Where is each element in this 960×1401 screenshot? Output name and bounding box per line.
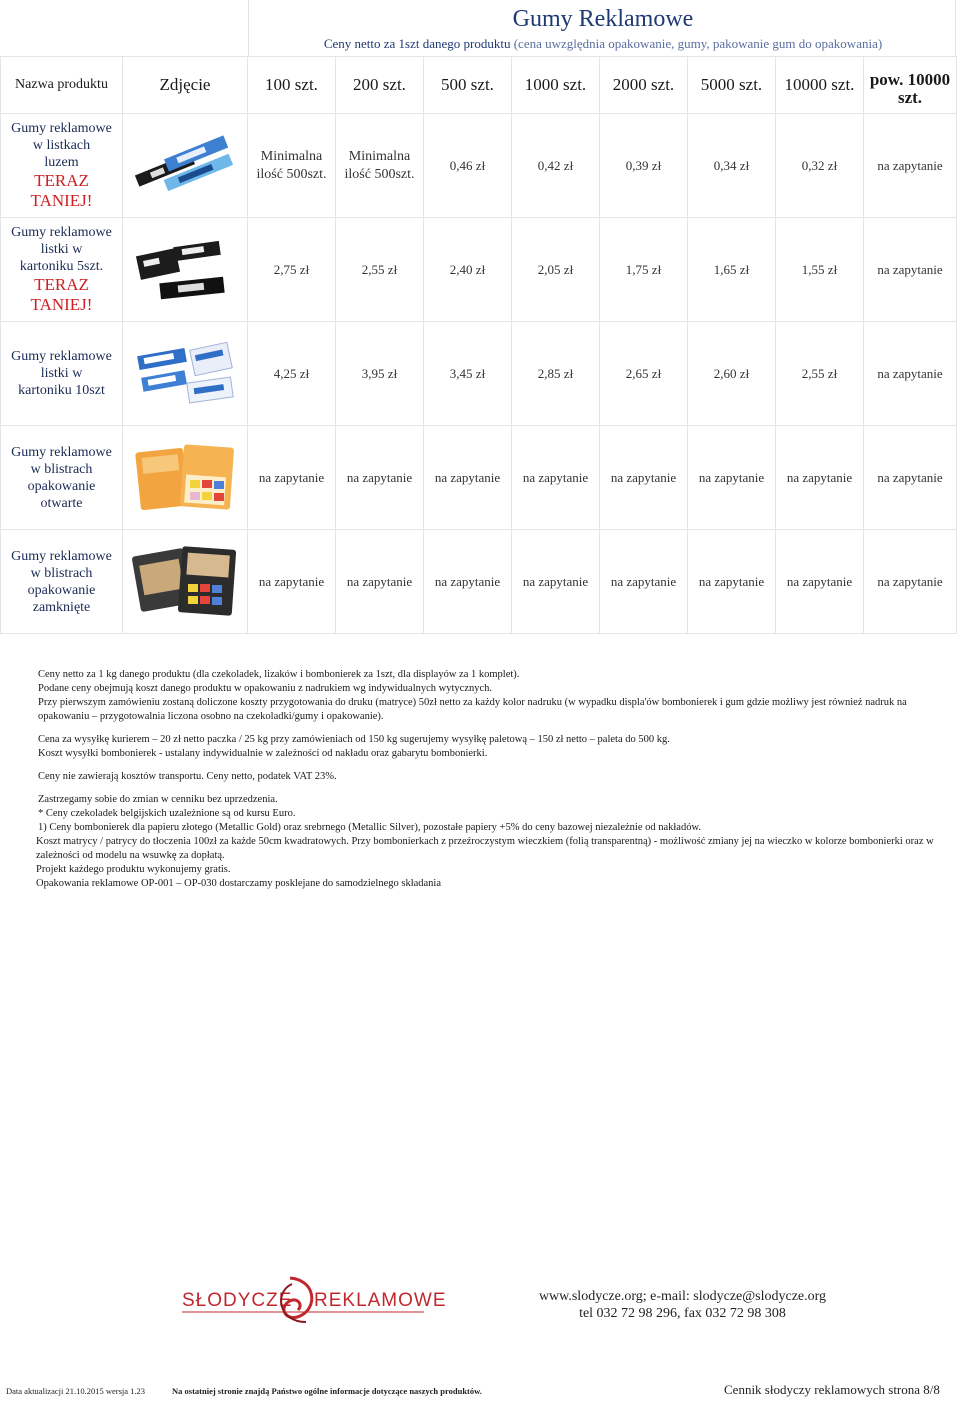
footer-note: Na ostatniej stronie znajdą Państwo ogólne informacje dotyczące naszych produktów. bbox=[172, 1386, 482, 1396]
product-name-line: Gumy reklamowe bbox=[11, 225, 112, 240]
contact-info bbox=[520, 1288, 845, 1322]
product-photo-cell bbox=[123, 114, 248, 218]
note-line: * Ceny czekoladek belgijskich uzależnione są od kursu Euro. bbox=[38, 808, 296, 819]
product-name bbox=[1, 530, 123, 634]
price-cell: na zapytanie bbox=[336, 530, 424, 634]
gum-strips-photo bbox=[130, 126, 240, 206]
price-cell: 2,85 zł bbox=[512, 322, 600, 426]
product-photo-cell bbox=[123, 530, 248, 634]
promo-label: TERAZ bbox=[34, 171, 89, 190]
price-table bbox=[0, 56, 957, 634]
price-cell: 4,25 zł bbox=[248, 322, 336, 426]
price-cell: na zapytanie bbox=[776, 530, 864, 634]
price-cell: 2,65 zł bbox=[600, 322, 688, 426]
product-name-line: Gumy reklamowe bbox=[11, 349, 112, 364]
note-line: Ceny nie zawierają kosztów transportu. Ceny netto, podatek VAT 23%. bbox=[38, 771, 337, 782]
price-cell: 3,95 zł bbox=[336, 322, 424, 426]
product-name bbox=[1, 426, 123, 530]
note-line: Cena za wysyłkę kurierem – 20 zł netto paczka / 25 kg przy zamówieniach od 150 kg sugerujemy wysyłkę paletową – 150 zł netto – paleta do 500 kg. bbox=[38, 734, 670, 745]
price-cell: na zapytanie bbox=[864, 530, 957, 634]
price-cell: 0,32 zł bbox=[776, 114, 864, 218]
product-name-line: otwarte bbox=[40, 495, 83, 511]
subtitle-note: (cena uwzględnia opakowanie, gumy, pakowanie gum do opakowania) bbox=[513, 36, 883, 51]
page-title: Gumy Reklamowe bbox=[512, 6, 694, 32]
price-cell: 0,46 zł bbox=[424, 114, 512, 218]
product-name-line: Gumy reklamowe bbox=[11, 121, 112, 136]
note-line: Ceny netto za 1 kg danego produktu (dla czekoladek, lizaków i bombonierek za 1szt, dla displayów za 1 komplet). bbox=[38, 669, 520, 680]
logo-word-2: REKLAMOWE bbox=[314, 1290, 447, 1311]
price-cell: na zapytanie bbox=[248, 426, 336, 530]
col-header-5000: 5000 szt. bbox=[688, 57, 776, 114]
col-header-2000: 2000 szt. bbox=[600, 57, 688, 114]
col-header-1000: 1000 szt. bbox=[512, 57, 600, 114]
blister-open-photo bbox=[130, 436, 240, 520]
note-line: Zastrzegamy sobie do zmian w cenniku bez uprzedzenia. bbox=[38, 794, 278, 805]
product-name bbox=[1, 218, 123, 322]
footer-page-number: Cennik słodyczy reklamowych strona 8/8 bbox=[724, 1382, 940, 1397]
price-cell: na zapytanie bbox=[424, 426, 512, 530]
pricing-notes bbox=[38, 668, 953, 891]
product-photo-cell bbox=[123, 218, 248, 322]
table-row bbox=[1, 322, 957, 426]
price-cell: na zapytanie bbox=[336, 426, 424, 530]
price-cell: na zapytanie bbox=[864, 114, 957, 218]
product-name-line: opakowanie bbox=[27, 478, 96, 494]
product-photo-cell bbox=[123, 322, 248, 426]
price-cell: 0,34 zł bbox=[688, 114, 776, 218]
price-cell: 2,55 zł bbox=[776, 322, 864, 426]
price-cell: na zapytanie bbox=[512, 426, 600, 530]
note-line: 1) Ceny bombonierek dla papieru złotego (Metallic Gold) oraz srebrnego (Metallic Silver), pozostałe papiery +5% do ceny bazowej niezależnie od nakładów. bbox=[38, 822, 701, 833]
product-name-line: opakowanie bbox=[27, 582, 96, 598]
price-cell: na zapytanie bbox=[512, 530, 600, 634]
note-line: Koszt wysyłki bombonierek - ustalany indywidualnie w zależności od nakładu oraz gabarytu bombonierki. bbox=[38, 748, 488, 759]
gum-box-5-photo bbox=[130, 230, 240, 310]
col-header-100: 100 szt. bbox=[248, 57, 336, 114]
price-cell: na zapytanie bbox=[688, 426, 776, 530]
contact-web-email[interactable]: www.slodycze.org; e-mail: slodycze@slodycze.org bbox=[538, 1289, 827, 1304]
price-cell: 0,39 zł bbox=[600, 114, 688, 218]
product-name-line: Gumy reklamowe bbox=[11, 444, 112, 460]
product-name-line: listki w bbox=[40, 366, 83, 381]
price-cell: 1,65 zł bbox=[688, 218, 776, 322]
price-cell: na zapytanie bbox=[776, 426, 864, 530]
promo-label: TANIEJ! bbox=[30, 295, 93, 314]
product-name-line: listki w bbox=[40, 242, 83, 257]
price-cell: Minimalna ilość 500szt. bbox=[336, 114, 424, 218]
price-cell: na zapytanie bbox=[248, 530, 336, 634]
product-name-line: kartoniku 5szt. bbox=[19, 259, 104, 274]
footer-update-date: Data aktualizacji 21.10.2015 wersja 1.23 bbox=[6, 1386, 146, 1396]
product-name-line: w blistrach bbox=[30, 565, 93, 581]
product-name-line: zamknięte bbox=[32, 599, 91, 615]
col-header-500: 500 szt. bbox=[424, 57, 512, 114]
note-line: Koszt matrycy / patrycy do tłoczenia 100zł za każde 50cm kwadratowych. Przy bombonierkach z przeźroczystym wieczkiem (folią transparentną) - możliwość zmiany jej na wieczko w kolorze bombonierki oraz w zależności od modelu na wsuwkę za dopłatą. bbox=[36, 836, 934, 861]
note-line: Podane ceny obejmują koszt danego produktu w opakowaniu z nadrukiem wg indywidualnych wytycznych. bbox=[38, 683, 493, 694]
table-row bbox=[1, 218, 957, 322]
note-line: Przy pierwszym zamówieniu zostaną doliczone koszty przygotowania do druku (matryce) 50zł netto za każdy kolor nadruku (w wypadku displa'ów bombonierek i gum gdzie możliwy jest również nadruk na opakowaniu – przygotowalnia liczona osobno na czekoladki/gumy i opakowanie). bbox=[38, 697, 907, 722]
col-header-10000: 10000 szt. bbox=[776, 57, 864, 114]
price-cell: 1,75 zł bbox=[600, 218, 688, 322]
price-cell: na zapytanie bbox=[688, 530, 776, 634]
price-cell: 0,42 zł bbox=[512, 114, 600, 218]
table-header-row bbox=[1, 57, 957, 114]
price-cell: 2,75 zł bbox=[248, 218, 336, 322]
price-cell: 2,40 zł bbox=[424, 218, 512, 322]
promo-label: TERAZ bbox=[34, 275, 89, 294]
price-cell: 2,60 zł bbox=[688, 322, 776, 426]
page-subtitle bbox=[250, 36, 956, 52]
col-header-photo: Zdjęcie bbox=[123, 57, 248, 114]
price-cell: na zapytanie bbox=[864, 426, 957, 530]
product-name bbox=[1, 114, 123, 218]
col-header-200: 200 szt. bbox=[336, 57, 424, 114]
price-cell: Minimalna ilość 500szt. bbox=[248, 114, 336, 218]
table-row bbox=[1, 530, 957, 634]
contact-phone-fax: tel 032 72 98 296, fax 032 72 98 308 bbox=[579, 1306, 786, 1321]
price-cell: na zapytanie bbox=[600, 530, 688, 634]
price-cell: 2,55 zł bbox=[336, 218, 424, 322]
col-header-over-10000: pow. 10000 szt. bbox=[864, 57, 957, 114]
table-row bbox=[1, 114, 957, 218]
note-line: Projekt każdego produktu wykonujemy gratis. bbox=[36, 864, 231, 875]
gum-box-10-photo bbox=[130, 334, 240, 414]
price-cell: na zapytanie bbox=[600, 426, 688, 530]
company-logo bbox=[178, 1270, 447, 1330]
product-name-line: kartoniku 10szt bbox=[18, 383, 105, 398]
promo-label: TANIEJ! bbox=[30, 191, 93, 210]
product-photo-cell bbox=[123, 426, 248, 530]
product-name-line: luzem bbox=[44, 155, 79, 170]
note-line: Opakowania reklamowe OP-001 – OP-030 dostarczamy posklejane do samodzielnego składania bbox=[36, 878, 442, 889]
price-cell: na zapytanie bbox=[424, 530, 512, 634]
logo-word-1: SŁODYCZE bbox=[182, 1290, 293, 1311]
price-cell: 3,45 zł bbox=[424, 322, 512, 426]
price-cell: 2,05 zł bbox=[512, 218, 600, 322]
product-name-line: w blistrach bbox=[30, 461, 93, 477]
price-cell: na zapytanie bbox=[864, 322, 957, 426]
blister-closed-photo bbox=[130, 540, 240, 624]
product-name-line: w listkach bbox=[32, 138, 91, 153]
col-header-name: Nazwa produktu bbox=[1, 57, 123, 114]
product-name bbox=[1, 322, 123, 426]
product-name-line: Gumy reklamowe bbox=[11, 548, 112, 564]
subtitle-main: Ceny netto za 1szt danego produktu bbox=[323, 36, 511, 51]
price-cell: na zapytanie bbox=[864, 218, 957, 322]
price-cell: 1,55 zł bbox=[776, 218, 864, 322]
table-row bbox=[1, 426, 957, 530]
company-logo-graphic bbox=[178, 1270, 447, 1330]
